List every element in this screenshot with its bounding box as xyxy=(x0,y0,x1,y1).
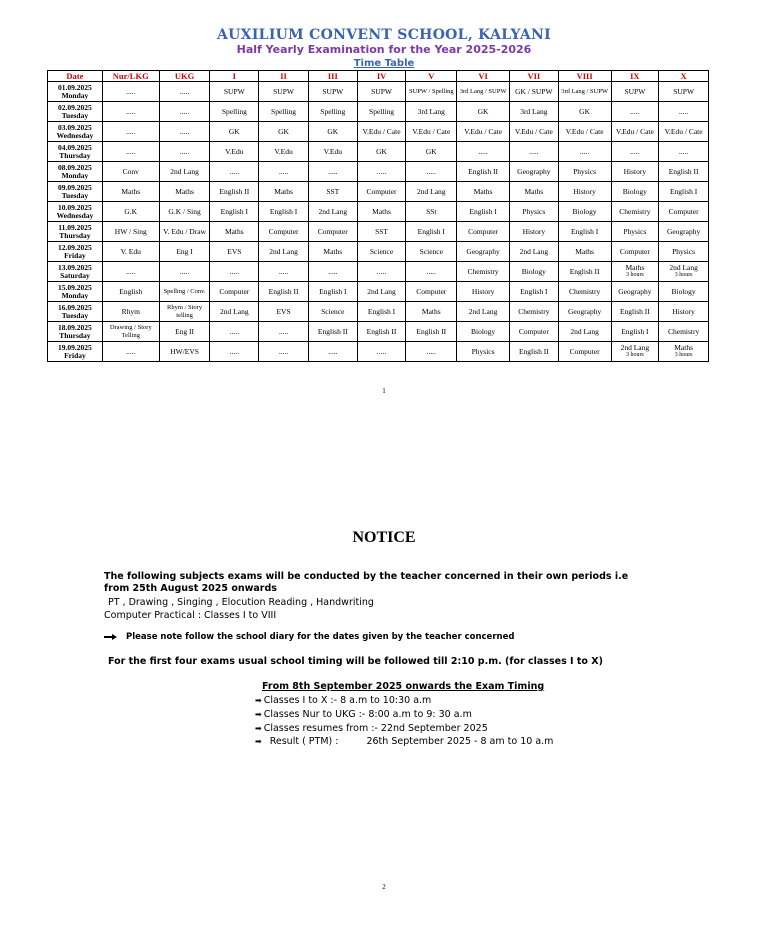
arrow-icon xyxy=(104,634,118,640)
subject-cell: Chemistry xyxy=(558,282,611,302)
subject-cell: V.Edu / Cate xyxy=(457,122,510,142)
subject-cell xyxy=(659,262,709,282)
duration-text: 3 hours xyxy=(625,352,644,358)
subject-cell: ..... xyxy=(159,122,210,142)
date-text: 11.09.2025 xyxy=(58,222,92,232)
subject-cell: SST xyxy=(357,222,406,242)
column-header: II xyxy=(259,71,309,82)
day-text: Friday xyxy=(64,350,86,360)
column-header: VIII xyxy=(558,71,611,82)
duration-text: 3 hours xyxy=(625,272,644,278)
subject-cell xyxy=(611,342,659,362)
date-text: 08.09.2025 xyxy=(58,162,92,172)
column-header: VI xyxy=(457,71,510,82)
day-text: Monday xyxy=(61,170,89,180)
subject-cell: Science xyxy=(406,242,457,262)
subject-cell: Maths xyxy=(102,182,159,202)
subject-cell: History xyxy=(509,222,558,242)
date-text: 15.09.2025 xyxy=(58,282,92,292)
subject-cell: Maths xyxy=(259,182,309,202)
subject-cell: HW/EVS xyxy=(159,342,210,362)
subject-cell: Computer xyxy=(659,202,709,222)
subject-cell: ..... xyxy=(102,82,159,102)
subject-cell: ..... xyxy=(210,322,259,342)
diary-note-text: Please note follow the school diary for the dates given by the teacher concerned xyxy=(126,632,515,642)
subject-cell: Biology xyxy=(509,262,558,282)
subject-cell: Maths xyxy=(406,302,457,322)
result-label: Result ( PTM) : xyxy=(269,736,339,747)
result-value: 26th September 2025 - 8 am to 10 a.m xyxy=(366,736,554,747)
column-header: VII xyxy=(509,71,558,82)
subject-cell xyxy=(611,262,659,282)
day-text: Tuesday xyxy=(61,110,89,120)
day-text: Wednesday xyxy=(56,130,94,140)
date-text: 18.09.2025 xyxy=(58,322,92,332)
day-text: Friday xyxy=(64,250,86,260)
subject-cell: Physics xyxy=(611,222,659,242)
subject-cell: Eng I xyxy=(159,242,210,262)
date-cell xyxy=(48,122,103,142)
subject-cell: English II xyxy=(357,322,406,342)
subject-cell: Rhym xyxy=(102,302,159,322)
subject-cell: SUPW xyxy=(611,82,659,102)
subject-cell: 2nd Lang xyxy=(159,162,210,182)
subject-cell: ..... xyxy=(659,142,709,162)
date-text: 19.09.2025 xyxy=(58,342,92,352)
timing-text: Classes Nur to UKG :- 8:00 a.m to 9: 30 a.m xyxy=(263,709,472,720)
school-name: AUXILIUM CONVENT SCHOOL, KALYANI xyxy=(217,27,551,43)
subject-cell: ..... xyxy=(210,342,259,362)
subject-cell: English II xyxy=(457,162,510,182)
date-cell xyxy=(48,342,103,362)
column-header: X xyxy=(659,71,709,82)
subject-cell: Spelling xyxy=(210,102,259,122)
subject-cell: Computer xyxy=(357,182,406,202)
subject-cell: ..... xyxy=(406,162,457,182)
date-text: 13.09.2025 xyxy=(58,262,92,272)
notice-timing-note: For the first four exams usual school timing will be followed till 2:10 p.m. (for classes I to X) xyxy=(108,656,603,667)
subject-cell: ..... xyxy=(102,142,159,162)
subject-cell: English I xyxy=(259,202,309,222)
subject-cell: 2nd Lang xyxy=(210,302,259,322)
subject-cell: ..... xyxy=(406,262,457,282)
subject-cell: V.Edu / Cate xyxy=(659,122,709,142)
pointer-icon: ➡ xyxy=(255,710,262,719)
subject-cell: V.Edu / Cate xyxy=(509,122,558,142)
subject-cell: V.Edu / Cate xyxy=(406,122,457,142)
subject-cell: ..... xyxy=(102,262,159,282)
subject-cell: ..... xyxy=(611,102,659,122)
table-header-row xyxy=(48,71,709,82)
subject-cell: ..... xyxy=(102,122,159,142)
subject-cell: ..... xyxy=(259,322,309,342)
subject-cell: ..... xyxy=(210,262,259,282)
subject-cell: Physics xyxy=(558,162,611,182)
subject-cell: Computer xyxy=(259,222,309,242)
subject-cell: ..... xyxy=(102,342,159,362)
subject-text: 2nd Lang xyxy=(620,343,650,352)
column-header: Date xyxy=(48,71,103,82)
subject-cell: Maths xyxy=(509,182,558,202)
day-text: Thursday xyxy=(59,230,91,240)
subject-cell: Maths xyxy=(159,182,210,202)
table-row xyxy=(48,322,709,342)
subject-cell: History xyxy=(611,162,659,182)
subject-cell: Physics xyxy=(457,342,510,362)
subject-cell: GK xyxy=(308,122,357,142)
subject-cell: ..... xyxy=(357,262,406,282)
subject-cell: Chemistry xyxy=(659,322,709,342)
timing-item xyxy=(255,709,472,720)
subject-cell: Science xyxy=(308,302,357,322)
table-row xyxy=(48,202,709,222)
day-text: Saturday xyxy=(60,270,90,280)
timing-text: Classes resumes from :- 22nd September 2025 xyxy=(263,723,488,734)
column-header: UKG xyxy=(159,71,210,82)
table-row xyxy=(48,342,709,362)
date-cell xyxy=(48,322,103,342)
column-header: Nur/LKG xyxy=(102,71,159,82)
subject-cell: English xyxy=(102,282,159,302)
subject-cell: SUPW xyxy=(210,82,259,102)
subject-cell: English II xyxy=(210,182,259,202)
date-cell xyxy=(48,222,103,242)
duration-text: 3 hours xyxy=(674,272,693,278)
subject-cell: 2nd Lang xyxy=(308,202,357,222)
subject-cell: 3rd Lang xyxy=(509,102,558,122)
subject-cell: EVS xyxy=(210,242,259,262)
timing-heading: From 8th September 2025 onwards the Exam Timing xyxy=(262,681,545,692)
table-row xyxy=(48,182,709,202)
subject-cell: Drawing / Story Telling xyxy=(102,322,159,342)
subject-cell: SUPW / Spelling xyxy=(406,82,457,102)
subject-cell: English II xyxy=(308,322,357,342)
subject-cell: HW / Sing xyxy=(102,222,159,242)
subject-cell: ..... xyxy=(259,342,309,362)
notice-title: NOTICE xyxy=(352,529,416,546)
subject-cell: Computer xyxy=(509,322,558,342)
table-row xyxy=(48,262,709,282)
subject-cell: V.Edu / Cate xyxy=(357,122,406,142)
subject-cell: English I xyxy=(509,282,558,302)
subject-cell: ..... xyxy=(159,262,210,282)
subject-cell: ..... xyxy=(159,82,210,102)
table-row xyxy=(48,102,709,122)
table-row xyxy=(48,242,709,262)
subject-cell: History xyxy=(457,282,510,302)
subject-cell: GK xyxy=(259,122,309,142)
table-row xyxy=(48,162,709,182)
subject-cell: 2nd Lang xyxy=(457,302,510,322)
subject-cell: Chemistry xyxy=(509,302,558,322)
subject-cell: Computer xyxy=(406,282,457,302)
timing-item xyxy=(255,736,553,747)
exam-timetable xyxy=(47,70,709,362)
subject-cell: History xyxy=(659,302,709,322)
subject-cell: Spelling xyxy=(357,102,406,122)
table-row xyxy=(48,142,709,162)
subject-cell: English II xyxy=(259,282,309,302)
subject-cell: Chemistry xyxy=(457,262,510,282)
subject-cell: 2nd Lang xyxy=(259,242,309,262)
subject-cell: English I xyxy=(659,182,709,202)
table-row xyxy=(48,282,709,302)
subject-cell: 2nd Lang xyxy=(509,242,558,262)
date-text: 04.09.2025 xyxy=(58,142,92,152)
column-header: IV xyxy=(357,71,406,82)
subject-cell xyxy=(659,342,709,362)
column-header: V xyxy=(406,71,457,82)
date-text: 16.09.2025 xyxy=(58,302,92,312)
subject-cell: Physics xyxy=(509,202,558,222)
date-text: 02.09.2025 xyxy=(58,102,92,112)
subject-cell: V. Edu / Draw xyxy=(159,222,210,242)
subject-cell: English II xyxy=(659,162,709,182)
subject-cell: ..... xyxy=(210,162,259,182)
subject-cell: Geography xyxy=(457,242,510,262)
subject-cell: SUPW xyxy=(259,82,309,102)
subject-cell: ..... xyxy=(159,142,210,162)
date-text: 03.09.2025 xyxy=(58,122,92,132)
column-header: III xyxy=(308,71,357,82)
date-cell xyxy=(48,162,103,182)
day-text: Thursday xyxy=(59,330,91,340)
subject-cell: Chemistry xyxy=(611,202,659,222)
subject-cell: Biology xyxy=(611,182,659,202)
subject-cell: V. Edu xyxy=(102,242,159,262)
page-number: 1 xyxy=(382,387,386,395)
subject-cell: V.Edu xyxy=(259,142,309,162)
subject-cell: Computer xyxy=(210,282,259,302)
subject-cell: Maths xyxy=(457,182,510,202)
subject-cell: Geography xyxy=(611,282,659,302)
day-text: Tuesday xyxy=(61,310,89,320)
duration-text: 3 hours xyxy=(674,352,693,358)
subject-cell: Computer xyxy=(611,242,659,262)
date-cell xyxy=(48,182,103,202)
subject-text: Maths xyxy=(674,343,693,352)
subject-cell: GK xyxy=(406,142,457,162)
date-cell xyxy=(48,202,103,222)
notice-computer-practical: Computer Practical : Classes I to VIII xyxy=(104,610,277,621)
pointer-icon: ➡ xyxy=(255,724,262,733)
subject-cell: English I xyxy=(308,282,357,302)
subject-cell: English II xyxy=(509,342,558,362)
subject-cell: Biology xyxy=(558,202,611,222)
timetable-title: Time Table xyxy=(353,58,415,69)
subject-cell: Science xyxy=(357,242,406,262)
subject-cell: GK / SUPW xyxy=(509,82,558,102)
subject-cell: English I xyxy=(357,302,406,322)
subject-cell: Maths xyxy=(308,242,357,262)
subject-cell: Geography xyxy=(509,162,558,182)
subject-cell: GK xyxy=(357,142,406,162)
subject-cell: ..... xyxy=(558,142,611,162)
date-cell xyxy=(48,302,103,322)
exam-title: Half Yearly Examination for the Year 2025-2026 xyxy=(236,43,532,56)
subject-cell: English I xyxy=(611,322,659,342)
subject-cell: GK xyxy=(210,122,259,142)
subject-cell: ..... xyxy=(259,262,309,282)
subject-cell: Maths xyxy=(210,222,259,242)
date-cell xyxy=(48,142,103,162)
timing-item xyxy=(255,723,488,734)
subject-cell: V.Edu xyxy=(210,142,259,162)
subject-cell: V.Edu / Cate xyxy=(558,122,611,142)
subject-cell: Geography xyxy=(558,302,611,322)
subject-cell: SUPW xyxy=(308,82,357,102)
date-text: 10.09.2025 xyxy=(58,202,92,212)
subject-cell: ..... xyxy=(659,102,709,122)
subject-cell: Biology xyxy=(457,322,510,342)
subject-cell: 2nd Lang xyxy=(558,322,611,342)
subject-cell: Geography xyxy=(659,222,709,242)
subject-cell: English I xyxy=(457,202,510,222)
notice-diary-note xyxy=(104,632,514,642)
subject-cell: English II xyxy=(558,262,611,282)
table-row xyxy=(48,222,709,242)
day-text: Monday xyxy=(61,290,89,300)
subject-cell: English II xyxy=(611,302,659,322)
date-cell xyxy=(48,102,103,122)
subject-cell: EVS xyxy=(259,302,309,322)
subject-cell: V.Edu xyxy=(308,142,357,162)
subject-cell: Eng II xyxy=(159,322,210,342)
subject-cell: English I xyxy=(406,222,457,242)
subject-cell: ..... xyxy=(611,142,659,162)
date-text: 01.09.2025 xyxy=(58,82,92,92)
day-text: Wednesday xyxy=(56,210,94,220)
subject-cell: GK xyxy=(558,102,611,122)
subject-text: Maths xyxy=(625,263,645,272)
subject-cell: ..... xyxy=(406,342,457,362)
pointer-icon: ➡ xyxy=(255,737,262,746)
table-row xyxy=(48,82,709,102)
subject-cell: ..... xyxy=(102,102,159,122)
subject-cell: English II xyxy=(406,322,457,342)
column-header: I xyxy=(210,71,259,82)
day-text: Tuesday xyxy=(61,190,89,200)
pointer-icon: ➡ xyxy=(255,696,262,705)
subject-cell: SUPW xyxy=(357,82,406,102)
subject-cell: V.Edu / Cate xyxy=(611,122,659,142)
date-cell xyxy=(48,282,103,302)
subject-cell: 2nd Lang xyxy=(406,182,457,202)
subject-cell: Rhym / Story telling xyxy=(159,302,210,322)
subject-cell: 3rd Lang / SUPW xyxy=(558,82,611,102)
day-text: Thursday xyxy=(59,150,91,160)
subject-cell: Spelling xyxy=(308,102,357,122)
subject-cell: SST xyxy=(308,182,357,202)
subject-cell: Maths xyxy=(558,242,611,262)
subject-text: 2nd Lang xyxy=(669,263,698,272)
subject-cell: ..... xyxy=(159,102,210,122)
day-text: Monday xyxy=(61,90,89,100)
column-header: IX xyxy=(611,71,659,82)
subject-cell: Spelling xyxy=(259,102,309,122)
subject-cell: SSt xyxy=(406,202,457,222)
subject-cell: 3rd Lang xyxy=(406,102,457,122)
page-number: 2 xyxy=(382,883,386,891)
subject-cell: SUPW xyxy=(659,82,709,102)
date-cell xyxy=(48,242,103,262)
table-row xyxy=(48,302,709,322)
notice-subjects: PT , Drawing , Singing , Elocution Reading , Handwriting xyxy=(108,597,374,608)
date-cell xyxy=(48,262,103,282)
date-cell xyxy=(48,82,103,102)
notice-line: from 25th August 2025 onwards xyxy=(104,583,277,594)
timing-text: Classes I to X :- 8 a.m to 10:30 a.m xyxy=(263,695,432,706)
subject-cell: 3rd Lang / SUPW xyxy=(457,82,510,102)
subject-cell: Maths xyxy=(357,202,406,222)
subject-cell: Spelling / Conv. xyxy=(159,282,210,302)
subject-cell: ..... xyxy=(308,342,357,362)
subject-cell: English I xyxy=(558,222,611,242)
subject-cell: G.K / Sing xyxy=(159,202,210,222)
subject-cell: Conv xyxy=(102,162,159,182)
subject-cell: G.K xyxy=(102,202,159,222)
notice-line: The following subjects exams will be conducted by the teacher concerned in their own periods i.e xyxy=(104,571,629,582)
subject-cell: ..... xyxy=(457,142,510,162)
subject-cell: ..... xyxy=(308,162,357,182)
timing-item xyxy=(255,695,431,706)
subject-cell: ..... xyxy=(509,142,558,162)
subject-cell: Computer xyxy=(558,342,611,362)
subject-cell: Computer xyxy=(457,222,510,242)
subject-cell: GK xyxy=(457,102,510,122)
subject-cell: ..... xyxy=(259,162,309,182)
subject-cell: ..... xyxy=(308,262,357,282)
subject-cell: 2nd Lang xyxy=(357,282,406,302)
subject-cell: Computer xyxy=(308,222,357,242)
subject-cell: History xyxy=(558,182,611,202)
subject-cell: Physics xyxy=(659,242,709,262)
subject-cell: English I xyxy=(210,202,259,222)
subject-cell: ..... xyxy=(357,342,406,362)
date-text: 12.09.2025 xyxy=(58,242,92,252)
date-text: 09.09.2025 xyxy=(58,182,92,192)
subject-cell: ..... xyxy=(357,162,406,182)
table-row xyxy=(48,122,709,142)
subject-cell: Biology xyxy=(659,282,709,302)
